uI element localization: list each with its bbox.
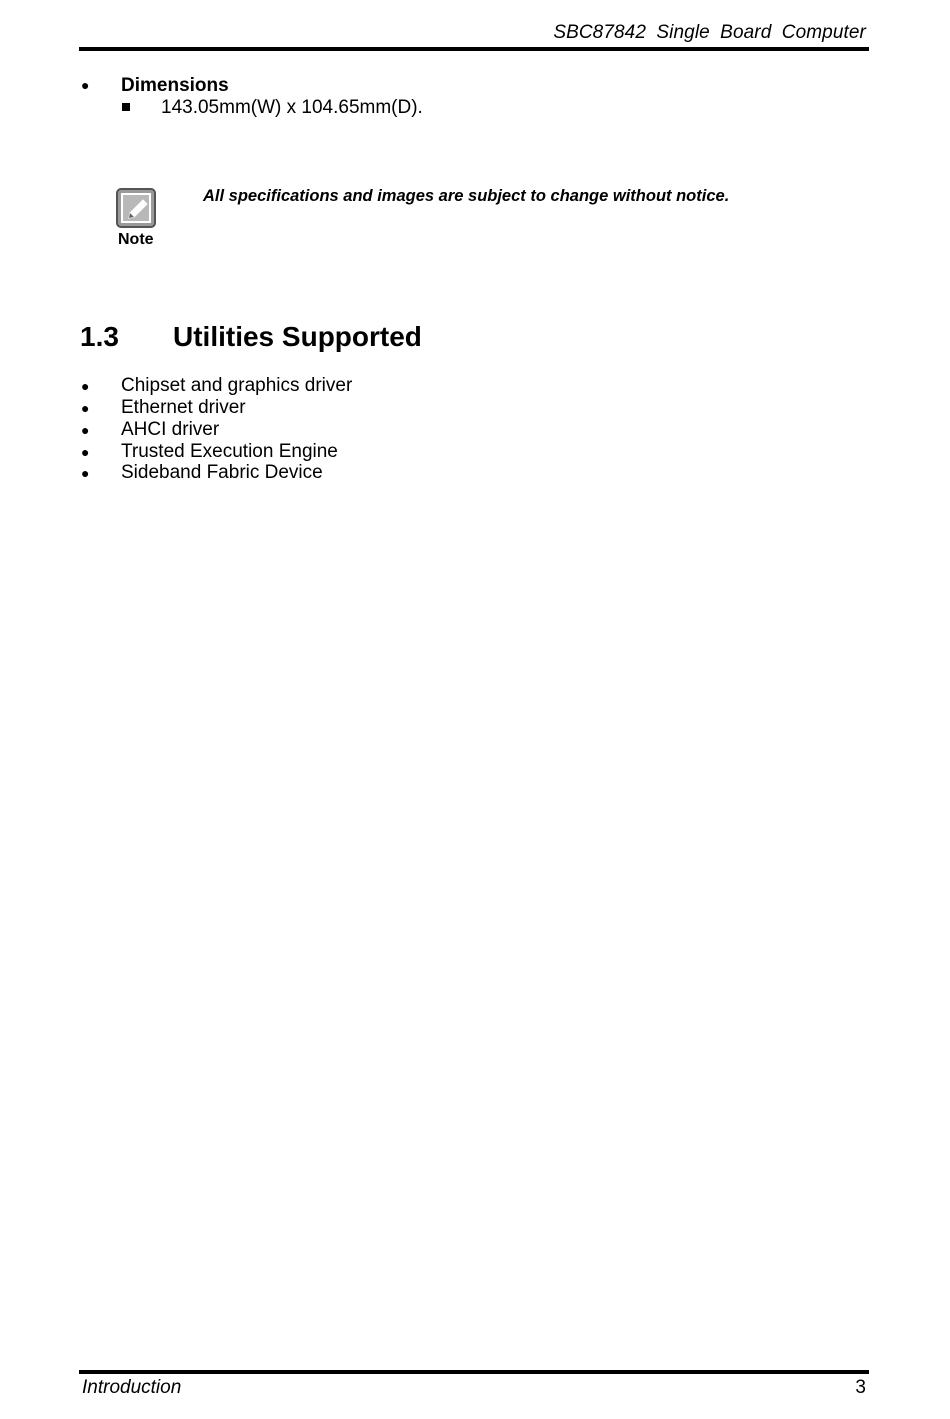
page-number: 3 [855,1377,866,1398]
dimensions-value: 143.05mm(W) x 104.65mm(D). [161,97,423,118]
section-title: Utilities Supported [173,321,422,352]
list-item: AHCI driver [121,419,220,440]
note-pencil-icon [116,188,156,228]
square-bullet-icon [122,103,130,111]
bullet-icon: ● [81,378,90,394]
list-item: Chipset and graphics driver [121,375,353,396]
bullet-icon: ● [81,465,90,481]
bullet-icon: ● [81,77,90,93]
footer-chapter: Introduction [82,1377,182,1398]
list-item: Ethernet driver [121,397,246,418]
list-item: Sideband Fabric Device [121,462,323,483]
bullet-icon: ● [81,400,90,416]
list-item: Trusted Execution Engine [121,441,338,462]
bullet-icon: ● [81,422,90,438]
section-number: 1.3 [80,321,119,352]
footer-rule [79,1370,869,1374]
header-rule [79,47,869,51]
note-text: All specifications and images are subject to change without notice. [203,187,730,205]
header-title: SBC87842 Single Board Computer [553,22,866,43]
dimensions-label: Dimensions [121,75,229,96]
bullet-icon: ● [81,444,90,460]
note-label: Note [118,231,154,248]
